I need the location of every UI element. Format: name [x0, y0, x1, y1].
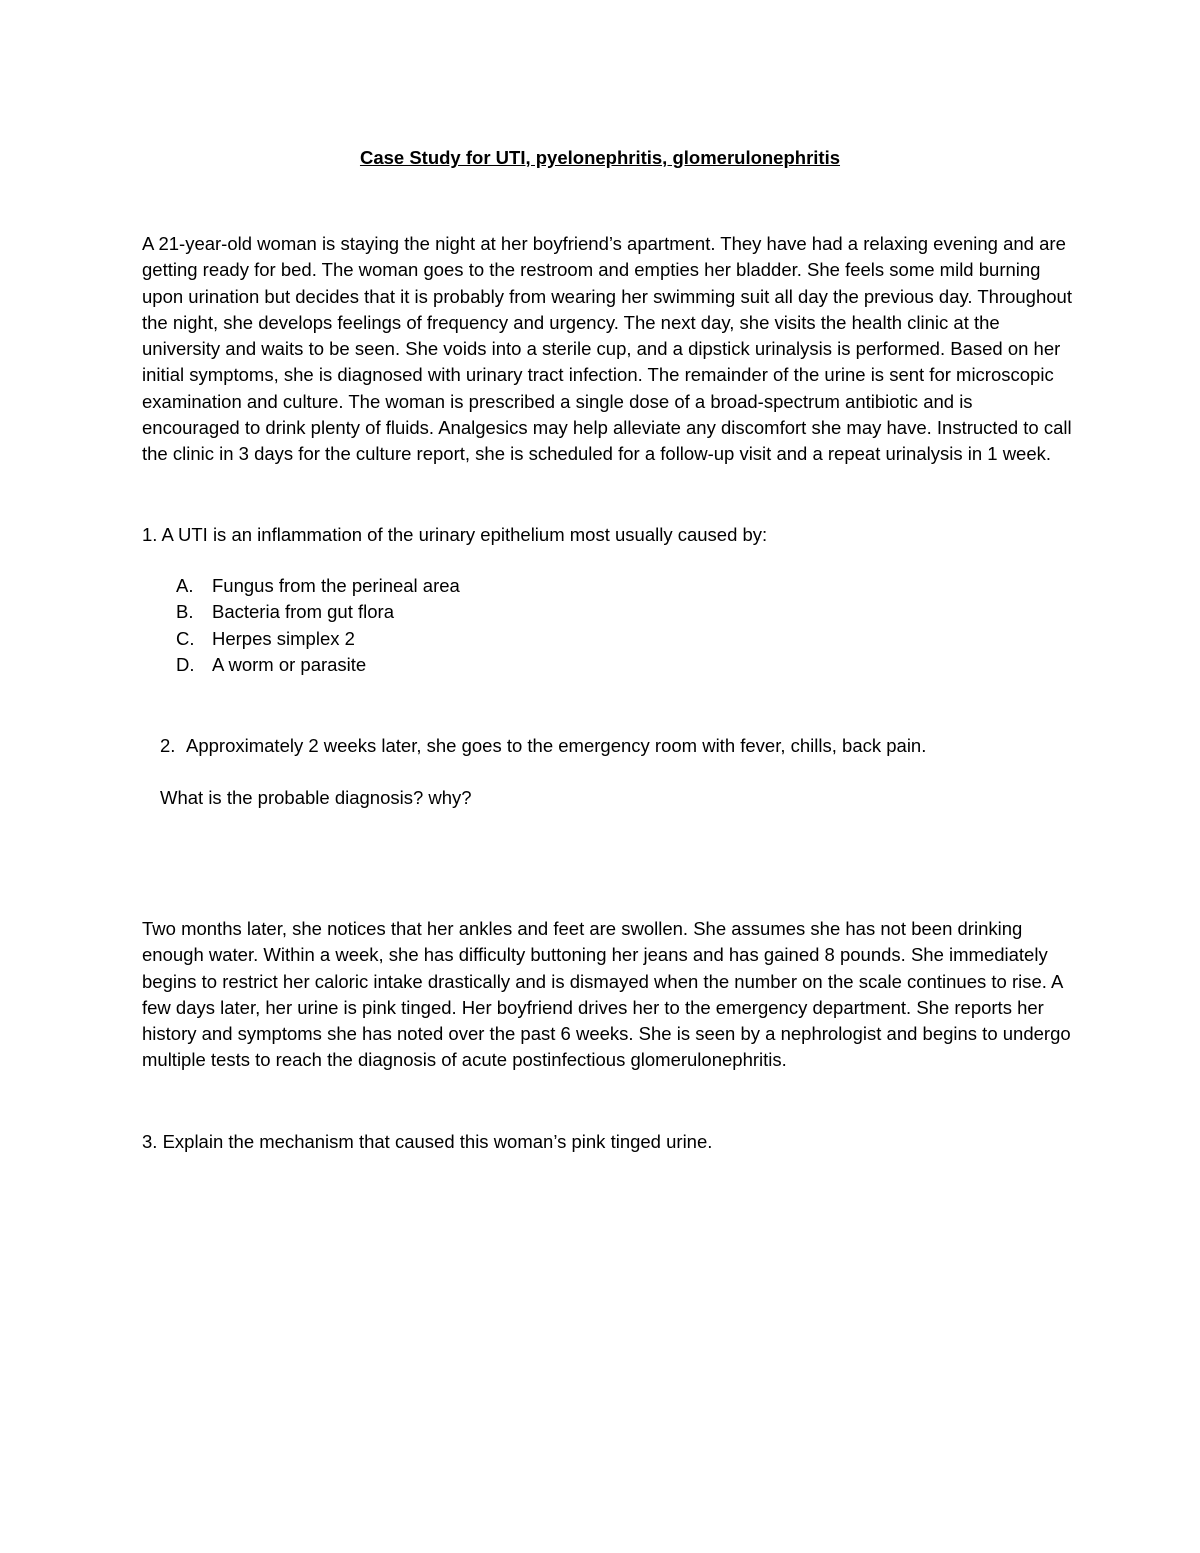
- intro-paragraph: A 21-year-old woman is staying the night at her boyfriend’s apartment. They have had a relaxing evening and are getting ready for bed. The woman goes to the restroom and empties her bladder. She feels some mild burning upon urination but decides that it is probably from wearing her swimming suit all day the previous day. Throughout the night, she develops feelings of frequency and urgency. The next day, she visits the health clinic at the university and waits to be seen. She voids into a sterile cup, and a dipstick urinalysis is performed. Based on her initial symptoms, she is diagnosed with urinary tract infection. The remainder of the urine is sent for microscopic examination and culture. The woman is prescribed a single dose of a broad-spectrum antibiotic and is encouraged to drink plenty of fluids. Analgesics may help alleviate any discomfort she may have. Instructed to call the clinic in 3 days for the culture report, she is scheduled for a follow-up visit and a repeat urinalysis in 1 week.: [142, 233, 1072, 465]
- question-2-number: 2.: [160, 735, 176, 756]
- question-2: [160, 733, 926, 759]
- option-b: [176, 599, 460, 625]
- option-c: [176, 626, 460, 652]
- option-letter: B.: [176, 601, 194, 623]
- option-text: Fungus from the perineal area: [212, 575, 460, 596]
- option-text: A worm or parasite: [212, 653, 367, 675]
- option-d: [176, 652, 460, 678]
- option-letter: C.: [176, 627, 195, 649]
- question-2-text: Approximately 2 weeks later, she goes to the emergency room with fever, chills, back pain.: [186, 735, 927, 756]
- option-text: Bacteria from gut flora: [212, 601, 394, 623]
- question-1-options: [176, 573, 460, 678]
- question-3: 3. Explain the mechanism that caused this woman’s pink tinged urine.: [142, 1131, 713, 1152]
- option-text: Herpes simplex 2: [212, 627, 355, 649]
- option-letter: D.: [176, 653, 195, 675]
- question-2-prompt: What is the probable diagnosis? why?: [160, 787, 472, 808]
- option-a: [176, 573, 460, 599]
- second-paragraph: Two months later, she notices that her ankles and feet are swollen. She assumes she has not been drinking enough water. Within a week, she has difficulty buttoning her jeans and has gained 8 pounds. She immediately begins to restrict her caloric intake drastically and is dismayed when the number on the scale continues to rise. A few days later, her urine is pink tinged. Her boyfriend drives her to the emergency department. She reports her history and symptoms she has noted over the past 6 weeks. She is seen by a nephrologist and begins to undergo multiple tests to reach the diagnosis of acute postinfectious glomerulonephritis.: [142, 918, 1071, 1071]
- question-1: 1. A UTI is an inflammation of the urinary epithelium most usually caused by:: [142, 524, 768, 545]
- document-title: Case Study for UTI, pyelonephritis, glomerulonephritis: [359, 147, 841, 168]
- option-letter: A.: [176, 575, 194, 596]
